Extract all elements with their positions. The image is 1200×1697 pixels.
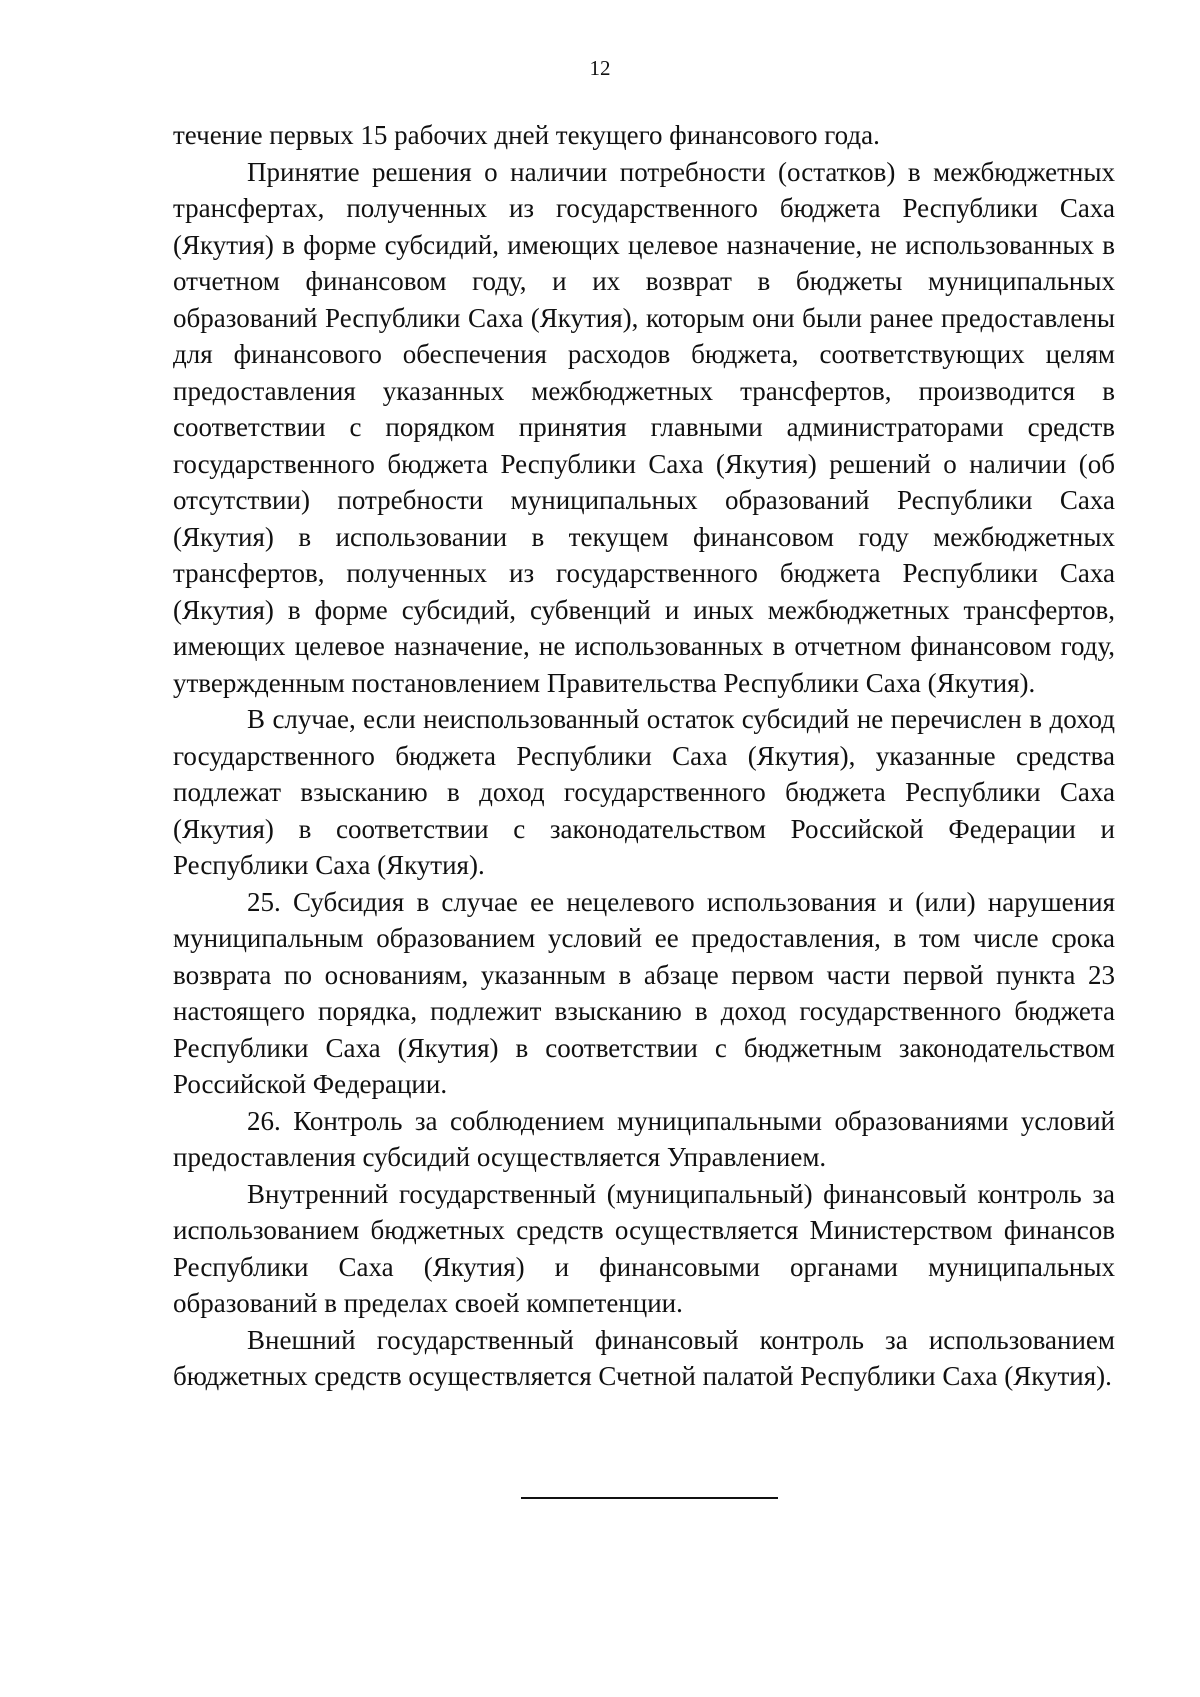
paragraph-unspent-balance: В случае, если неиспользованный остаток субсидий не перечислен в доход государственного бюджета Республики Саха (Якутия), указанные средства подлежат взысканию в доход государственного бюджета Республики Саха (Якутия) в соответствии с законодательством Российской Федерации и Республики Саха (Якутия). [173, 704, 1115, 880]
paragraph-clause-25: 25. Субсидия в случае ее нецелевого использования и (или) нарушения муниципальным образованием условий ее предоставления, в том числе срока возврата по основаниям, указанным в абзаце первом части первой пункта 23 настоящего порядка, подлежит взысканию в доход государственного бюджета Республики Саха (Якутия) в соответствии с бюджетным законодательством Российской Федерации. [173, 886, 1115, 1099]
paragraph-internal-control: Внутренний государственный (муниципальный) финансовый контроль за использованием бюджетных средств осуществляется Министерством финансов Республики Саха (Якутия) и финансовыми органами муниципальных образований в пределах своей компетенции. [173, 1178, 1115, 1318]
end-of-document-rule [521, 1497, 778, 1499]
paragraph-clause-26: 26. Контроль за соблюдением муниципальными образованиями условий предоставления субсидий осуществляется Управлением. [173, 1105, 1115, 1172]
paragraph-external-control: Внешний государственный финансовый контроль за использованием бюджетных средств осуществляется Счетной палатой Республики Саха (Якутия). [173, 1324, 1115, 1391]
document-body [173, 117, 1115, 1395]
page-number: 12 [589, 56, 611, 80]
paragraph-transfer-decision: Принятие решения о наличии потребности (остатков) в межбюджетных трансфертах, полученных из государственного бюджета Республики Саха (Якутия) в форме субсидий, имеющих целевое назначение, не использованных в отчетном финансовом году, и их возврат в бюджеты муниципальных образований Республики Саха (Якутия), которым они были ранее предоставлены для финансового обеспечения расходов бюджета, соответствующих целям предоставления указанных межбюджетных трансфертов, производится в соответствии с порядком принятия главными администраторами средств государственного бюджета Республики Саха (Якутия) решений о наличии (об отсутствии) потребности муниципальных образований Республики Саха (Якутия) в использовании в текущем финансовом году межбюджетных трансфертов, полученных из государственного бюджета Республики Саха (Якутия) в форме субсидий, субвенций и иных межбюджетных трансфертов, имеющих целевое назначение, не использованных в отчетном финансовом году, утвержденным постановлением Правительства Республики Саха (Якутия). [173, 156, 1115, 698]
paragraph-continuation: течение первых 15 рабочих дней текущего финансового года. [173, 120, 880, 150]
